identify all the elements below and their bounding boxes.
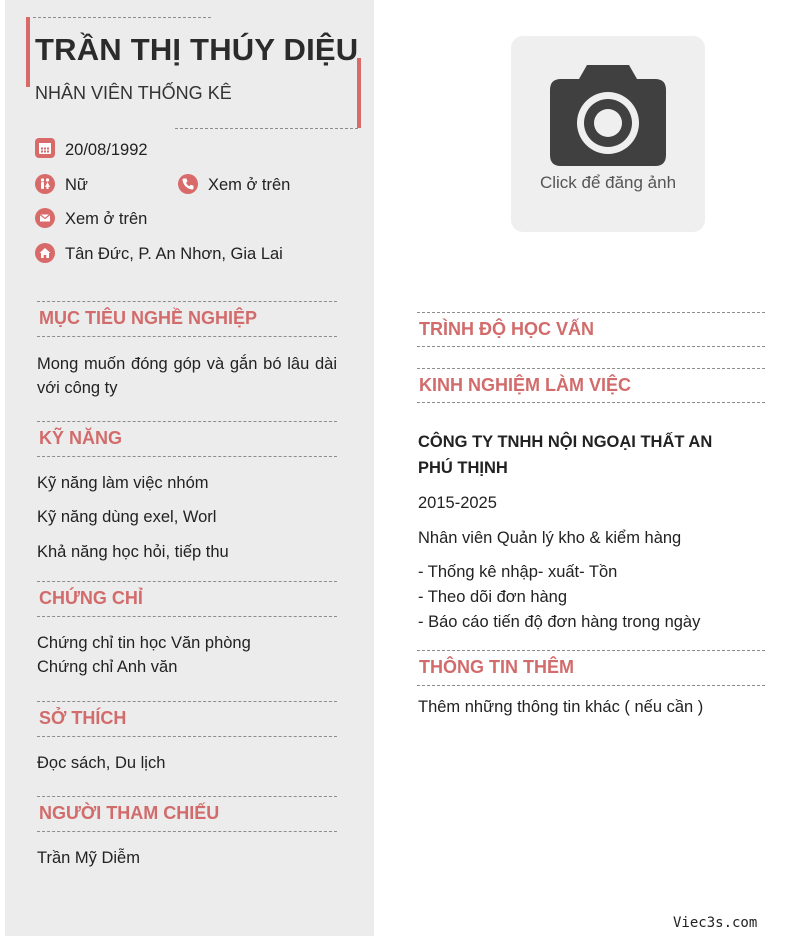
birth-date: 20/08/1992: [65, 141, 148, 159]
divider: [417, 650, 765, 651]
hobbies-text: Đọc sách, Du lịch: [37, 754, 166, 772]
skill-item: Kỹ năng làm việc nhóm: [37, 474, 209, 492]
gender: Nữ: [65, 176, 88, 194]
references-heading: NGƯỜI THAM CHIẾU: [39, 803, 220, 823]
divider: [417, 402, 765, 403]
divider: [37, 336, 337, 337]
divider: [37, 421, 337, 422]
certificate-item: Chứng chỉ tin học Văn phòng: [37, 634, 251, 652]
divider: [37, 581, 337, 582]
divider: [417, 346, 765, 347]
footer-brand: Viec3s.com: [673, 915, 758, 931]
header-accent-bar-left: [26, 17, 30, 87]
skill-item: Kỹ năng dùng exel, Worl: [37, 508, 217, 526]
divider: [37, 736, 337, 737]
certificates-heading: CHỨNG CHỈ: [39, 588, 143, 608]
camera-icon[interactable]: [549, 65, 667, 167]
work-period: 2015-2025: [418, 494, 497, 512]
divider: [37, 796, 337, 797]
divider: [37, 831, 337, 832]
divider: [417, 368, 765, 369]
header-top-divider: [33, 17, 211, 18]
skill-item: Khả năng học hỏi, tiếp thu: [37, 543, 229, 561]
objective-heading: MỤC TIÊU NGHỀ NGHIỆP: [39, 308, 258, 328]
duty-item: - Thống kê nhập- xuất- Tồn: [418, 563, 618, 581]
job-title: NHÂN VIÊN THỐNG KÊ: [35, 83, 232, 103]
photo-upload-label[interactable]: Click để đăng ảnh: [539, 173, 677, 192]
additional-info-heading: THÔNG TIN THÊM: [419, 657, 574, 677]
header-bottom-divider: [175, 128, 358, 129]
objective-text: Mong muốn đóng góp và gắn bó lâu dài với công ty: [37, 355, 337, 397]
divider: [37, 616, 337, 617]
experience-heading: KINH NGHIỆM LÀM VIỆC: [419, 375, 632, 395]
hobbies-heading: SỞ THÍCH: [39, 708, 127, 728]
duty-item: - Báo cáo tiến độ đơn hàng trong ngày: [418, 613, 701, 631]
divider: [37, 456, 337, 457]
envelope-icon: [35, 208, 55, 228]
home-icon: [35, 243, 55, 263]
candidate-name: TRẦN THỊ THÚY DIỆU: [35, 32, 359, 67]
divider: [417, 312, 765, 313]
address: Tân Đức, P. An Nhơn, Gia Lai: [65, 245, 283, 263]
divider: [37, 701, 337, 702]
email: Xem ở trên: [65, 210, 148, 228]
skills-heading: KỸ NĂNG: [39, 428, 123, 448]
additional-info-text: Thêm những thông tin khác ( nếu cần ): [418, 698, 704, 716]
phone: Xem ở trên: [208, 176, 291, 194]
work-position: Nhân viên Quản lý kho & kiểm hàng: [418, 529, 682, 547]
company-name: CÔNG TY TNHH NỘI NGOẠI THẤT AN PHÚ THỊNH: [418, 433, 713, 477]
reference-name: Trần Mỹ Diễm: [37, 849, 140, 867]
education-heading: TRÌNH ĐỘ HỌC VẤN: [419, 319, 594, 339]
calendar-icon: [35, 138, 55, 158]
duty-item: - Theo dõi đơn hàng: [418, 588, 568, 606]
gender-icon: [35, 174, 55, 194]
header-accent-bar-right: [357, 58, 361, 128]
divider: [37, 301, 337, 302]
phone-icon: [178, 174, 198, 194]
divider: [417, 685, 765, 686]
certificate-item: Chứng chỉ Anh văn: [37, 658, 178, 676]
